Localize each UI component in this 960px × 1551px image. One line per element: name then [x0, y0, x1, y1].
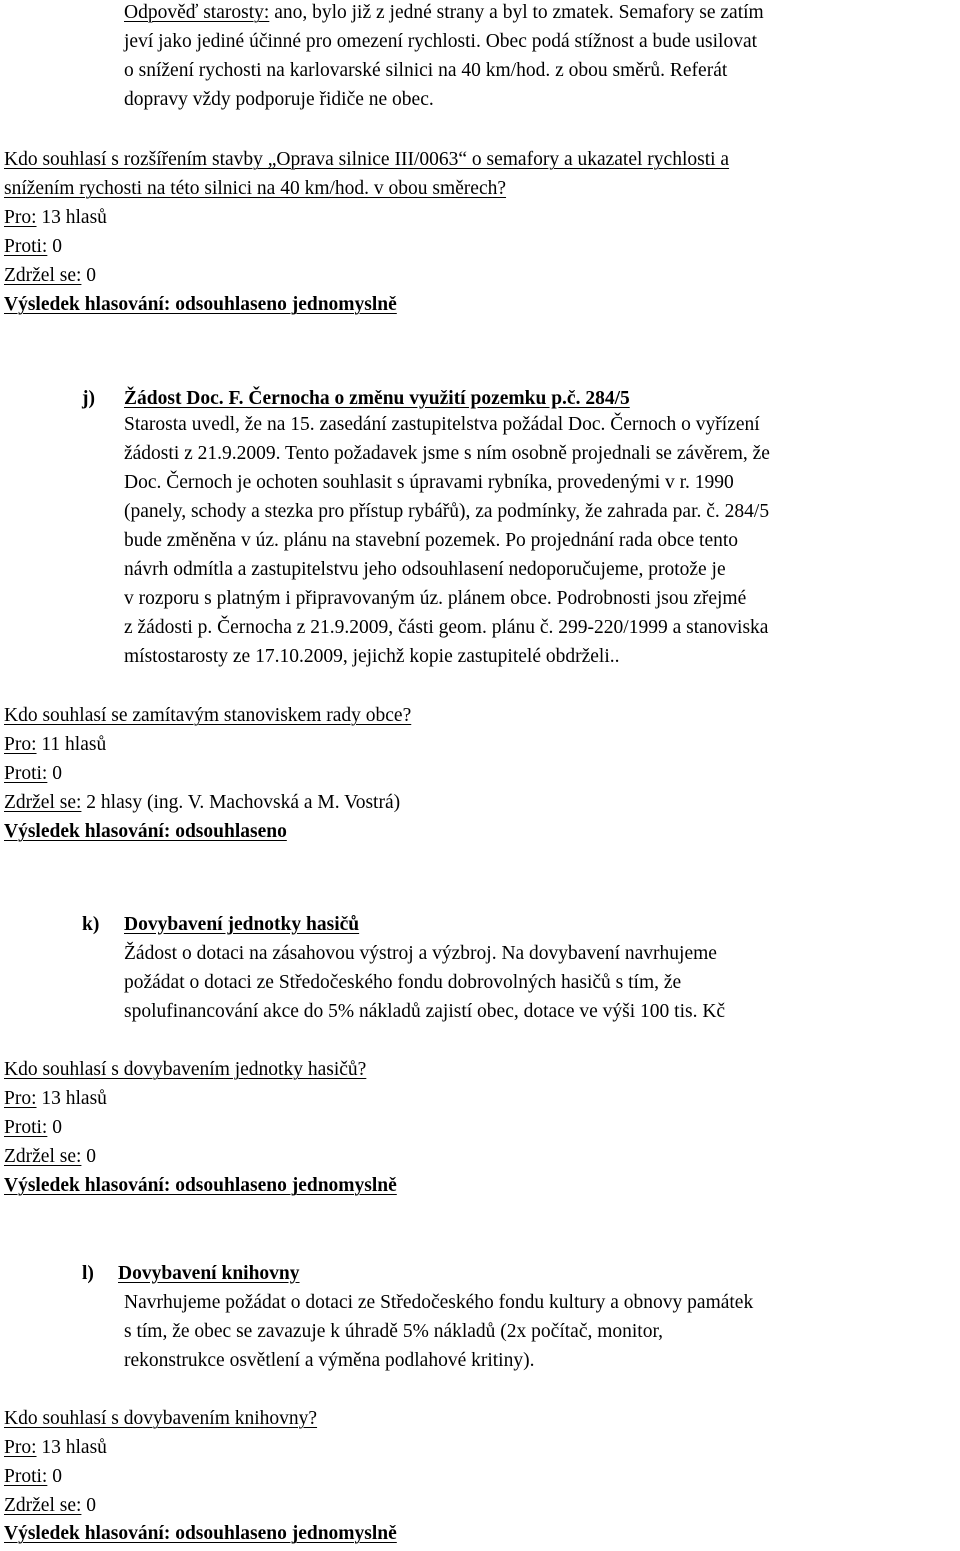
- vote-proti-value: 0: [47, 1466, 62, 1487]
- vote-proti-label: Proti:: [4, 1117, 48, 1138]
- vote-pro: [4, 1433, 107, 1462]
- vote-question: snížením rychosti na této silnici na 40 km/hod. v obou směrech?: [4, 178, 507, 199]
- paragraph-line: požádat o dotaci ze Středočeského fondu dobrovolných hasičů s tím, že: [124, 972, 682, 993]
- mayor-answer-text: ano, bylo již z jedné strany a byl to zmatek. Semafory se zatím: [269, 2, 764, 23]
- paragraph-line: Starosta uvedl, že na 15. zasedání zastupitelstva požádal Doc. Černoch o vyřízení: [124, 414, 760, 435]
- vote-proti-label: Proti:: [4, 236, 48, 257]
- vote-abstain-label: Zdržel se:: [4, 792, 82, 813]
- paragraph-line: v rozporu s platným i připravovaným úz. plánem obce. Podrobnosti jsou zřejmé: [124, 588, 747, 609]
- vote-result: Výsledek hlasování: odsouhlaseno: [4, 821, 287, 842]
- vote-proti: [4, 232, 62, 261]
- section-marker: l): [82, 1263, 94, 1284]
- mayor-answer-line: [124, 0, 764, 27]
- paragraph-line: Navrhujeme požádat o dotaci ze Středočeského fondu kultury a obnovy památek: [124, 1292, 754, 1313]
- vote-question: Kdo souhlasí s rozšířením stavby „Oprava silnice III/0063“ o semafory a ukazatel rychlosti a: [4, 149, 730, 170]
- mayor-answer-paragraph: [124, 27, 757, 114]
- vote-abstain: [4, 788, 400, 817]
- vote-proti-label: Proti:: [4, 763, 48, 784]
- paragraph-line: s tím, že obec se zavazuje k úhradě 5% nákladů (2x počítač, monitor,: [124, 1321, 664, 1342]
- vote-pro-label: Pro:: [4, 207, 37, 228]
- paragraph-line: jeví jako jediné účinné pro omezení rychlosti. Obec podá stížnost a bude usilovat: [124, 31, 758, 52]
- vote-result: Výsledek hlasování: odsouhlaseno jednomyslně: [4, 1523, 397, 1544]
- vote-abstain-label: Zdržel se:: [4, 1495, 82, 1516]
- vote-abstain-value: 0: [81, 1495, 97, 1516]
- section-title: Dovybavení jednotky hasičů: [124, 914, 360, 935]
- vote-question: Kdo souhlasí s dovybavením jednotky hasičů?: [4, 1059, 367, 1080]
- vote-proti-value: 0: [47, 1117, 62, 1138]
- section-title: Žádost Doc. F. Černocha o změnu využití pozemku p.č. 284/5: [124, 388, 630, 409]
- vote-pro-value: 13 hlasů: [36, 1088, 107, 1109]
- paragraph-line: místostarosty ze 17.10.2009, jejichž kopie zastupitelé obdrželi..: [124, 646, 620, 667]
- section-marker: j): [82, 388, 95, 409]
- vote-proti: [4, 759, 62, 788]
- vote-pro-label: Pro:: [4, 1088, 37, 1109]
- vote-proti: [4, 1113, 62, 1142]
- vote-abstain-value: 0: [81, 1146, 97, 1167]
- vote-question: Kdo souhlasí se zamítavým stanoviskem rady obce?: [4, 705, 412, 726]
- paragraph-line: žádosti z 21.9.2009. Tento požadavek jsme s ním osobně projednali se závěrem, že: [124, 443, 770, 464]
- vote-result: Výsledek hlasování: odsouhlaseno jednomyslně: [4, 1175, 397, 1196]
- paragraph-line: dopravy vždy podporuje řidiče ne obec.: [124, 89, 434, 110]
- vote-pro-label: Pro:: [4, 1437, 37, 1458]
- vote-abstain-value: 0: [81, 265, 97, 286]
- paragraph-line: rekonstrukce osvětlení a výměna podlahové kritiny).: [124, 1350, 535, 1371]
- vote-pro-value: 11 hlasů: [36, 734, 107, 755]
- vote-pro-value: 13 hlasů: [36, 207, 107, 228]
- section-paragraph: [124, 410, 770, 671]
- vote-pro-value: 13 hlasů: [36, 1437, 107, 1458]
- paragraph-line: Žádost o dotaci na zásahovou výstroj a výzbroj. Na dovybavení navrhujeme: [124, 943, 717, 964]
- paragraph-line: Doc. Černoch je ochoten souhlasit s úpravami rybníka, provedenými v r. 1990: [124, 472, 734, 493]
- paragraph-line: bude změněna v úz. plánu na stavební pozemek. Po projednání rada obce tento: [124, 530, 739, 551]
- section-marker: k): [82, 914, 100, 935]
- vote-pro: [4, 203, 107, 232]
- vote-abstain: [4, 1491, 96, 1520]
- vote-proti-value: 0: [47, 763, 62, 784]
- section-title: Dovybavení knihovny: [118, 1263, 300, 1284]
- vote-abstain-label: Zdržel se:: [4, 1146, 82, 1167]
- vote-proti-value: 0: [47, 236, 62, 257]
- vote-question: Kdo souhlasí s dovybavením knihovny?: [4, 1408, 318, 1429]
- paragraph-line: spolufinancování akce do 5% nákladů zajistí obec, dotace ve výši 100 tis. Kč: [124, 1001, 726, 1022]
- section-paragraph: [124, 939, 725, 1026]
- vote-pro: [4, 730, 106, 759]
- vote-abstain: [4, 261, 96, 290]
- section-paragraph: [124, 1288, 753, 1375]
- paragraph-line: (panely, schody a stezka pro přístup rybářů), za podmínky, že zahrada par. č. 284/5: [124, 501, 770, 522]
- paragraph-line: návrh odmítla a zastupitelstvu jeho odsouhlasení nedoporučujeme, protože je: [124, 559, 726, 580]
- vote-result: Výsledek hlasování: odsouhlaseno jednomyslně: [4, 294, 397, 315]
- paragraph-line: o snížení rychosti na karlovarské silnici na 40 km/hod. z obou směrů. Referát: [124, 60, 728, 81]
- paragraph-line: z žádosti p. Černocha z 21.9.2009, části geom. plánu č. 299-220/1999 a stanoviska: [124, 617, 769, 638]
- vote-abstain-value: 2 hlasy (ing. V. Machovská a M. Vostrá): [81, 792, 401, 813]
- vote-pro-label: Pro:: [4, 734, 37, 755]
- vote-pro: [4, 1084, 107, 1113]
- vote-proti: [4, 1462, 62, 1491]
- vote-abstain-label: Zdržel se:: [4, 265, 82, 286]
- vote-abstain: [4, 1142, 96, 1171]
- vote-proti-label: Proti:: [4, 1466, 48, 1487]
- mayor-answer-label: Odpověď starosty:: [124, 2, 270, 23]
